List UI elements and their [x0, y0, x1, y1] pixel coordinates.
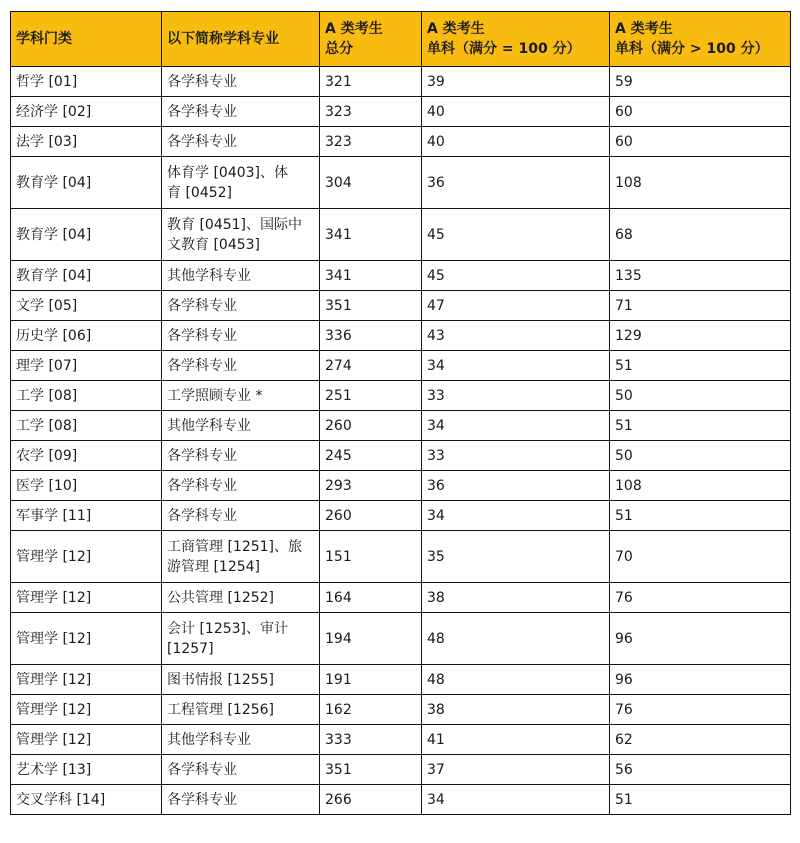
cell-major: [162, 531, 320, 583]
cell-single-over-100: 135: [610, 261, 791, 291]
cell-category: 文学 [05]: [11, 291, 162, 321]
table-row: [11, 725, 791, 755]
cell-total: 304: [320, 157, 422, 209]
major-line: 其他学科专业: [167, 417, 251, 434]
table-row: [11, 67, 791, 97]
cell-total: 191: [320, 665, 422, 695]
cell-total: 333: [320, 725, 422, 755]
header-line: A 类考生: [615, 21, 673, 37]
cell-category: 军事学 [11]: [11, 501, 162, 531]
cell-total: 293: [320, 471, 422, 501]
cell-single-100: 43: [422, 321, 610, 351]
cell-single-over-100: 60: [610, 127, 791, 157]
table-row: [11, 381, 791, 411]
cell-single-100: 33: [422, 441, 610, 471]
cell-single-100: 36: [422, 157, 610, 209]
cell-single-100: 34: [422, 785, 610, 815]
cell-major: [162, 471, 320, 501]
cell-major: [162, 157, 320, 209]
cell-major: [162, 613, 320, 665]
header-line: A 类考生: [427, 21, 485, 37]
cell-total: 341: [320, 261, 422, 291]
cell-single-over-100: 76: [610, 583, 791, 613]
cell-major: [162, 321, 320, 351]
cell-single-over-100: 70: [610, 531, 791, 583]
cell-total: 162: [320, 695, 422, 725]
cell-category: 经济学 [02]: [11, 97, 162, 127]
cell-single-100: 48: [422, 613, 610, 665]
header-row: [11, 12, 791, 67]
cell-total: 321: [320, 67, 422, 97]
cell-category: 工学 [08]: [11, 411, 162, 441]
cell-major: [162, 291, 320, 321]
cell-category: 教育学 [04]: [11, 261, 162, 291]
major-line: 各学科专业: [167, 103, 237, 120]
table-row: [11, 755, 791, 785]
table-row: [11, 583, 791, 613]
table-row: [11, 665, 791, 695]
cell-category: 教育学 [04]: [11, 157, 162, 209]
major-line: 各学科专业: [167, 297, 237, 314]
major-line: 各学科专业: [167, 761, 237, 778]
major-line: 工商管理 [1251]、旅: [167, 538, 303, 555]
header-major: [162, 12, 320, 67]
header-line: 单科（满分 > 100 分）: [615, 41, 769, 57]
cell-total: 260: [320, 411, 422, 441]
cell-total: 245: [320, 441, 422, 471]
cell-single-over-100: 56: [610, 755, 791, 785]
cell-single-100: 40: [422, 97, 610, 127]
cell-single-100: 45: [422, 209, 610, 261]
cell-major: [162, 785, 320, 815]
cell-single-over-100: 51: [610, 411, 791, 441]
header-line: 总分: [325, 41, 353, 57]
cell-category: 工学 [08]: [11, 381, 162, 411]
cell-major: [162, 97, 320, 127]
cell-total: 266: [320, 785, 422, 815]
cell-category: 医学 [10]: [11, 471, 162, 501]
cell-total: 251: [320, 381, 422, 411]
major-line: 工学照顾专业 *: [167, 387, 263, 404]
header-line: A 类考生: [325, 21, 383, 37]
cell-single-over-100: 51: [610, 785, 791, 815]
cell-category: 农学 [09]: [11, 441, 162, 471]
table-row: [11, 127, 791, 157]
table-row: [11, 785, 791, 815]
cell-category: 理学 [07]: [11, 351, 162, 381]
header-single-100: [422, 12, 610, 67]
cell-single-100: 48: [422, 665, 610, 695]
major-line: 育 [0452]: [167, 184, 233, 201]
cell-single-over-100: 50: [610, 381, 791, 411]
major-line: 各学科专业: [167, 73, 237, 90]
cell-total: 336: [320, 321, 422, 351]
table-row: [11, 411, 791, 441]
cell-single-over-100: 76: [610, 695, 791, 725]
major-line: 工程管理 [1256]: [167, 701, 275, 718]
cell-category: 艺术学 [13]: [11, 755, 162, 785]
cell-category: 管理学 [12]: [11, 613, 162, 665]
cell-major: [162, 351, 320, 381]
cell-major: [162, 725, 320, 755]
cell-major: [162, 695, 320, 725]
cell-single-over-100: 71: [610, 291, 791, 321]
cell-single-100: 37: [422, 755, 610, 785]
cell-category: 交叉学科 [14]: [11, 785, 162, 815]
cell-total: 194: [320, 613, 422, 665]
cell-single-100: 34: [422, 501, 610, 531]
major-line: 各学科专业: [167, 507, 237, 524]
major-line: 其他学科专业: [167, 731, 251, 748]
cell-major: [162, 127, 320, 157]
cell-category: 管理学 [12]: [11, 725, 162, 755]
cell-total: 323: [320, 97, 422, 127]
table-row: [11, 441, 791, 471]
cell-total: 351: [320, 291, 422, 321]
header-single-over-100: [610, 12, 791, 67]
table-row: [11, 695, 791, 725]
table-row: [11, 261, 791, 291]
cell-single-100: 47: [422, 291, 610, 321]
cell-single-over-100: 50: [610, 441, 791, 471]
header-line: 学科门类: [16, 31, 72, 47]
major-line: 文教育 [0453]: [167, 236, 261, 253]
header-total: [320, 12, 422, 67]
cell-major: [162, 261, 320, 291]
cell-category: 哲学 [01]: [11, 67, 162, 97]
cell-single-over-100: 96: [610, 613, 791, 665]
major-line: 各学科专业: [167, 133, 237, 150]
cell-single-over-100: 68: [610, 209, 791, 261]
cell-single-100: 38: [422, 583, 610, 613]
cell-major: [162, 755, 320, 785]
cell-total: 351: [320, 755, 422, 785]
cell-category: 管理学 [12]: [11, 583, 162, 613]
major-line: 体育学 [0403]、体: [167, 164, 289, 181]
cell-single-100: 41: [422, 725, 610, 755]
major-line: 各学科专业: [167, 447, 237, 464]
cell-single-100: 38: [422, 695, 610, 725]
cell-single-100: 40: [422, 127, 610, 157]
cell-single-over-100: 59: [610, 67, 791, 97]
cell-category: 法学 [03]: [11, 127, 162, 157]
cell-single-100: 39: [422, 67, 610, 97]
table-row: [11, 291, 791, 321]
cell-single-over-100: 62: [610, 725, 791, 755]
cell-total: 260: [320, 501, 422, 531]
cell-single-over-100: 129: [610, 321, 791, 351]
cell-single-over-100: 108: [610, 471, 791, 501]
score-table: [10, 11, 791, 815]
major-line: 公共管理 [1252]: [167, 589, 275, 606]
cell-single-100: 45: [422, 261, 610, 291]
major-line: 游管理 [1254]: [167, 558, 261, 575]
cell-single-over-100: 51: [610, 501, 791, 531]
major-line: 图书情报 [1255]: [167, 671, 275, 688]
table-row: [11, 209, 791, 261]
major-line: 其他学科专业: [167, 267, 251, 284]
table-row: [11, 501, 791, 531]
header-line: 单科（满分 = 100 分）: [427, 41, 581, 57]
header-category: [11, 12, 162, 67]
table-row: [11, 321, 791, 351]
major-line: 各学科专业: [167, 327, 237, 344]
table-row: [11, 471, 791, 501]
table-row: [11, 351, 791, 381]
major-line: 各学科专业: [167, 477, 237, 494]
cell-total: 341: [320, 209, 422, 261]
cell-single-over-100: 96: [610, 665, 791, 695]
cell-category: 管理学 [12]: [11, 695, 162, 725]
cell-total: 274: [320, 351, 422, 381]
header-line: 以下简称学科专业: [167, 31, 279, 47]
cell-major: [162, 67, 320, 97]
major-line: 各学科专业: [167, 357, 237, 374]
major-line: 会计 [1253]、审计: [167, 620, 289, 637]
table-row: [11, 97, 791, 127]
major-line: 教育 [0451]、国际中: [167, 216, 303, 233]
cell-major: [162, 209, 320, 261]
cell-category: 管理学 [12]: [11, 665, 162, 695]
cell-major: [162, 583, 320, 613]
cell-major: [162, 501, 320, 531]
cell-single-100: 34: [422, 351, 610, 381]
cell-single-100: 34: [422, 411, 610, 441]
cell-major: [162, 665, 320, 695]
cell-category: 历史学 [06]: [11, 321, 162, 351]
cell-total: 323: [320, 127, 422, 157]
table-body: [11, 67, 791, 815]
cell-single-100: 36: [422, 471, 610, 501]
major-line: 各学科专业: [167, 791, 237, 808]
cell-major: [162, 381, 320, 411]
cell-total: 151: [320, 531, 422, 583]
cell-single-100: 35: [422, 531, 610, 583]
cell-total: 164: [320, 583, 422, 613]
table-row: [11, 531, 791, 583]
major-line: [1257]: [167, 640, 214, 657]
cell-major: [162, 411, 320, 441]
cell-major: [162, 441, 320, 471]
cell-category: 管理学 [12]: [11, 531, 162, 583]
cell-single-100: 33: [422, 381, 610, 411]
cell-single-over-100: 108: [610, 157, 791, 209]
cell-single-over-100: 60: [610, 97, 791, 127]
cell-single-over-100: 51: [610, 351, 791, 381]
table-row: [11, 613, 791, 665]
table-row: [11, 157, 791, 209]
cell-category: 教育学 [04]: [11, 209, 162, 261]
